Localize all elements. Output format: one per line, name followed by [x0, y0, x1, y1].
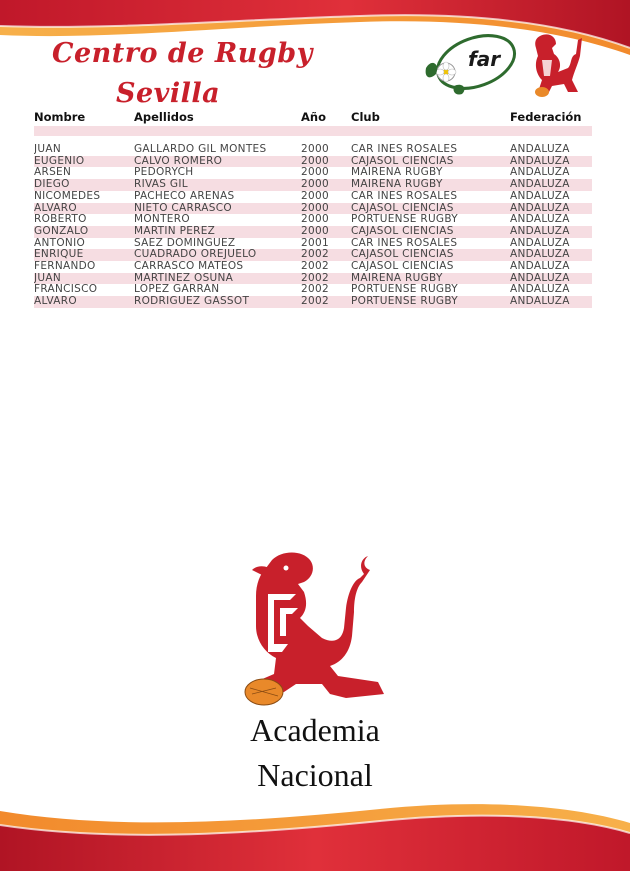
cell-ano: 2002: [301, 261, 329, 273]
academy-title-line2: Nacional: [257, 757, 373, 793]
cell-club: MAIRENA RUGBY: [351, 273, 510, 285]
cell-club: CAR INÉS ROSALES: [351, 190, 458, 202]
table-row: [34, 238, 592, 250]
cell-nombre: NICOMEDES: [34, 190, 101, 202]
cell-federacion: ANDALUZA: [510, 144, 570, 155]
cell-club: MAIRENA RUGBY: [351, 179, 510, 191]
cell-apellidos: PEDORYCH: [134, 167, 194, 179]
table-row: [34, 156, 592, 168]
cell-apellidos: SÁEZ DOMÍNGUEZ: [134, 237, 236, 249]
cell-ano: 2000: [301, 156, 351, 168]
table-row: [34, 144, 592, 156]
cell-club: PORTUENSE RUGBY: [351, 296, 510, 308]
cell-apellidos: RODRÍGUEZ GASSOT: [134, 296, 301, 308]
cell-federacion: ANDALUZA: [510, 284, 570, 296]
fer-logo-icon: [418, 28, 528, 100]
header-title-line1: Centro de Rugby: [52, 38, 313, 69]
header-club: Club: [351, 110, 380, 124]
cell-nombre: GONZALO: [34, 226, 134, 238]
table-body: [34, 126, 592, 308]
cell-ano: 2002: [301, 284, 329, 296]
cell-federacion: ANDALUZA: [510, 203, 592, 215]
cell-federacion: ANDALUZA: [510, 190, 570, 202]
cell-ano: 2000: [301, 203, 351, 215]
cell-federacion: ANDALUZA: [510, 296, 592, 308]
cell-federacion: ANDALUZA: [510, 237, 570, 249]
cell-ano: 2000: [301, 190, 329, 202]
table-header-row: [34, 108, 592, 126]
cell-ano: 2002: [301, 249, 351, 261]
cell-apellidos: LÓPEZ GARRÁN: [134, 284, 220, 296]
cell-ano: 2000: [301, 144, 329, 155]
header-federacion: Federación: [510, 110, 582, 124]
cell-apellidos: RIVAS GIL: [134, 179, 301, 191]
cell-federacion: ANDALUZA: [510, 273, 592, 285]
cell-club: PORTUENSE RUGBY: [351, 214, 459, 226]
table-row: [34, 214, 592, 226]
cell-apellidos: MONTERO: [134, 214, 190, 226]
cell-ano: 2000: [301, 167, 329, 179]
header-ano: Año: [301, 110, 326, 124]
table-row: [34, 203, 592, 215]
cell-nombre: JUAN: [34, 273, 134, 285]
cell-ano: 2002: [301, 296, 351, 308]
cell-club: CAR INÉS ROSALES: [351, 144, 458, 155]
cell-ano: 2001: [301, 237, 329, 249]
cell-club: PORTUENSE RUGBY: [351, 284, 459, 296]
academy-title-line1: Academia: [250, 712, 380, 748]
table-row: [34, 273, 592, 285]
cell-federacion: ANDALUZA: [510, 226, 592, 238]
header-title-line2: Sevilla: [116, 78, 221, 109]
table-row: [34, 249, 592, 261]
table-row: [34, 296, 592, 308]
academy-lion-icon: [238, 548, 398, 718]
header-nombre: Nombre: [34, 110, 86, 124]
cell-nombre: ROBERTO: [34, 214, 87, 226]
cell-nombre: JUAN: [34, 144, 62, 155]
cell-club: CAR INÉS ROSALES: [351, 237, 458, 249]
table-row: [34, 179, 592, 191]
table-row: [34, 191, 592, 203]
cell-apellidos: GALLARDO GIL MONTES: [134, 144, 267, 155]
header-apellidos: Apellidos: [134, 110, 194, 124]
cell-federacion: ANDALUZA: [510, 214, 570, 226]
cell-nombre: EUGENIO: [34, 156, 134, 168]
cell-club: CAJASOL CIENCIAS: [351, 249, 510, 261]
fer-logo-text: far: [468, 47, 501, 71]
cell-apellidos: PACHECO ARENAS: [134, 190, 235, 202]
cell-nombre: ARSEN: [34, 167, 72, 179]
cell-ano: 2000: [301, 226, 351, 238]
cell-club: CAJASOL CIENCIAS: [351, 226, 510, 238]
cell-ano: 2002: [301, 273, 351, 285]
table-row: [34, 226, 592, 238]
table-row: [34, 284, 592, 296]
bottom-wave-decoration: [0, 781, 630, 871]
cell-club: CAJASOL CIENCIAS: [351, 156, 510, 168]
cell-ano: 2000: [301, 179, 351, 191]
cell-federacion: ANDALUZA: [510, 249, 592, 261]
cell-ano: 2000: [301, 214, 329, 226]
cell-nombre: ANTONIO: [34, 237, 86, 249]
cell-apellidos: NIETO CARRASCO: [134, 203, 301, 215]
cell-club: CAJASOL CIENCIAS: [351, 261, 454, 273]
cell-apellidos: MARTÍN PÉREZ: [134, 226, 301, 238]
cell-nombre: FRANCISCO: [34, 284, 98, 296]
cell-club: CAJASOL CIENCIAS: [351, 203, 510, 215]
cell-nombre: ÁLVARO: [34, 203, 134, 215]
cell-apellidos: CARRASCO MATEOS: [134, 261, 244, 273]
cell-apellidos: MARTÍNEZ OSUNA: [134, 273, 301, 285]
cell-nombre: ENRIQUE: [34, 249, 134, 261]
cell-nombre: FERNANDO: [34, 261, 96, 273]
cell-nombre: DIEGO: [34, 179, 134, 191]
cell-federacion: ANDALUZA: [510, 179, 592, 191]
cell-federacion: ANDALUZA: [510, 156, 592, 168]
table-row: [34, 261, 592, 273]
cell-club: MAIRENA RUGBY: [351, 167, 443, 179]
players-table: [34, 108, 592, 308]
cell-federacion: ANDALUZA: [510, 167, 570, 179]
cell-federacion: ANDALUZA: [510, 261, 570, 273]
cell-nombre: ÁLVARO: [34, 296, 134, 308]
cell-apellidos: CALVO ROMERO: [134, 156, 301, 168]
cell-apellidos: CUADRADO OREJUELO: [134, 249, 301, 261]
table-row: [34, 167, 592, 179]
lion-crest-icon: [528, 30, 588, 102]
